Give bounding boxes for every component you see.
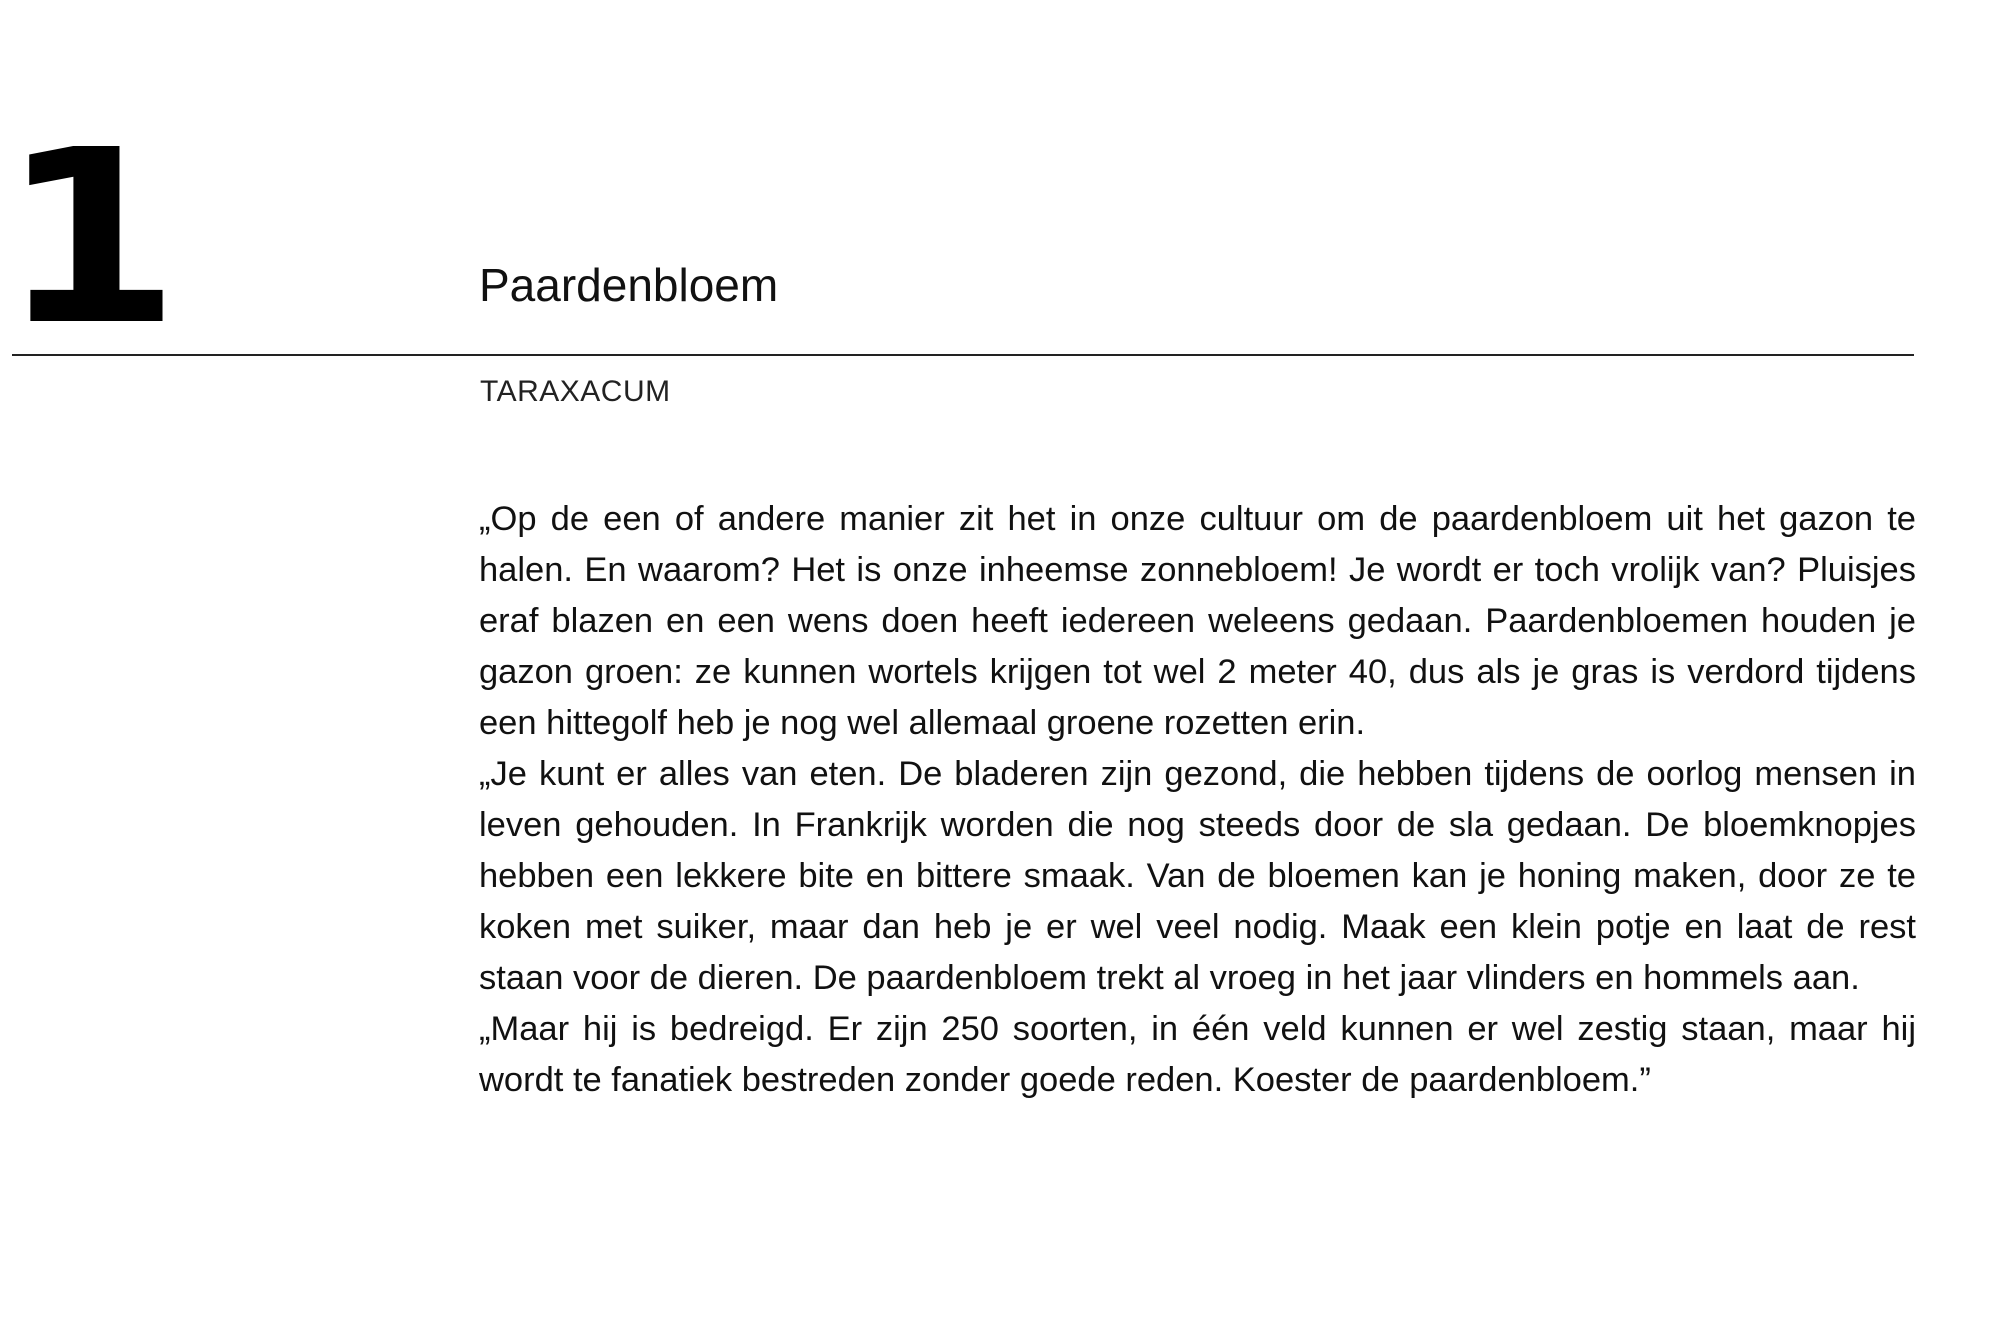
entry-title: Paardenbloem (479, 259, 779, 311)
latin-name: TARAXACUM (480, 375, 671, 408)
body-text (479, 494, 1916, 1106)
paragraph-3: „Maar hij is bedreigd. Er zijn 250 soorten, in één veld kunnen er wel zestig staan, maar hij wordt te fanatiek bestreden zonder goede reden. Koester de paardenbloem.” (479, 1010, 1916, 1099)
chapter-number: 1 (0, 98, 174, 378)
paragraph-2: „Je kunt er alles van eten. De bladeren zijn gezond, die hebben tijdens de oorlog mensen in leven gehouden. In Frankrijk worden die nog steeds door de sla gedaan. De bloemknopjes hebben een lekkere bite en bittere smaak. Van de bloemen kan je honing maken, door ze te koken met suiker, maar dan heb je er wel veel nodig. Maak een klein potje en laat de rest staan voor de dieren. De paardenbloem trekt al vroeg in het jaar vlinders en hommels aan. (479, 755, 1916, 997)
paragraph-1: „Op de een of andere manier zit het in onze cultuur om de paardenbloem uit het gazon te halen. En waarom? Het is onze inheemse zonnebloem! Je wordt er toch vrolijk van? Pluisjes eraf blazen en een wens doen heeft iedereen weleens gedaan. Paardenbloemen houden je gazon groen: ze kunnen wortels krijgen tot wel 2 meter 40, dus als je gras is verdord tijdens een hittegolf heb je nog wel allemaal groene rozetten erin. (479, 500, 1916, 742)
divider (12, 354, 1914, 356)
